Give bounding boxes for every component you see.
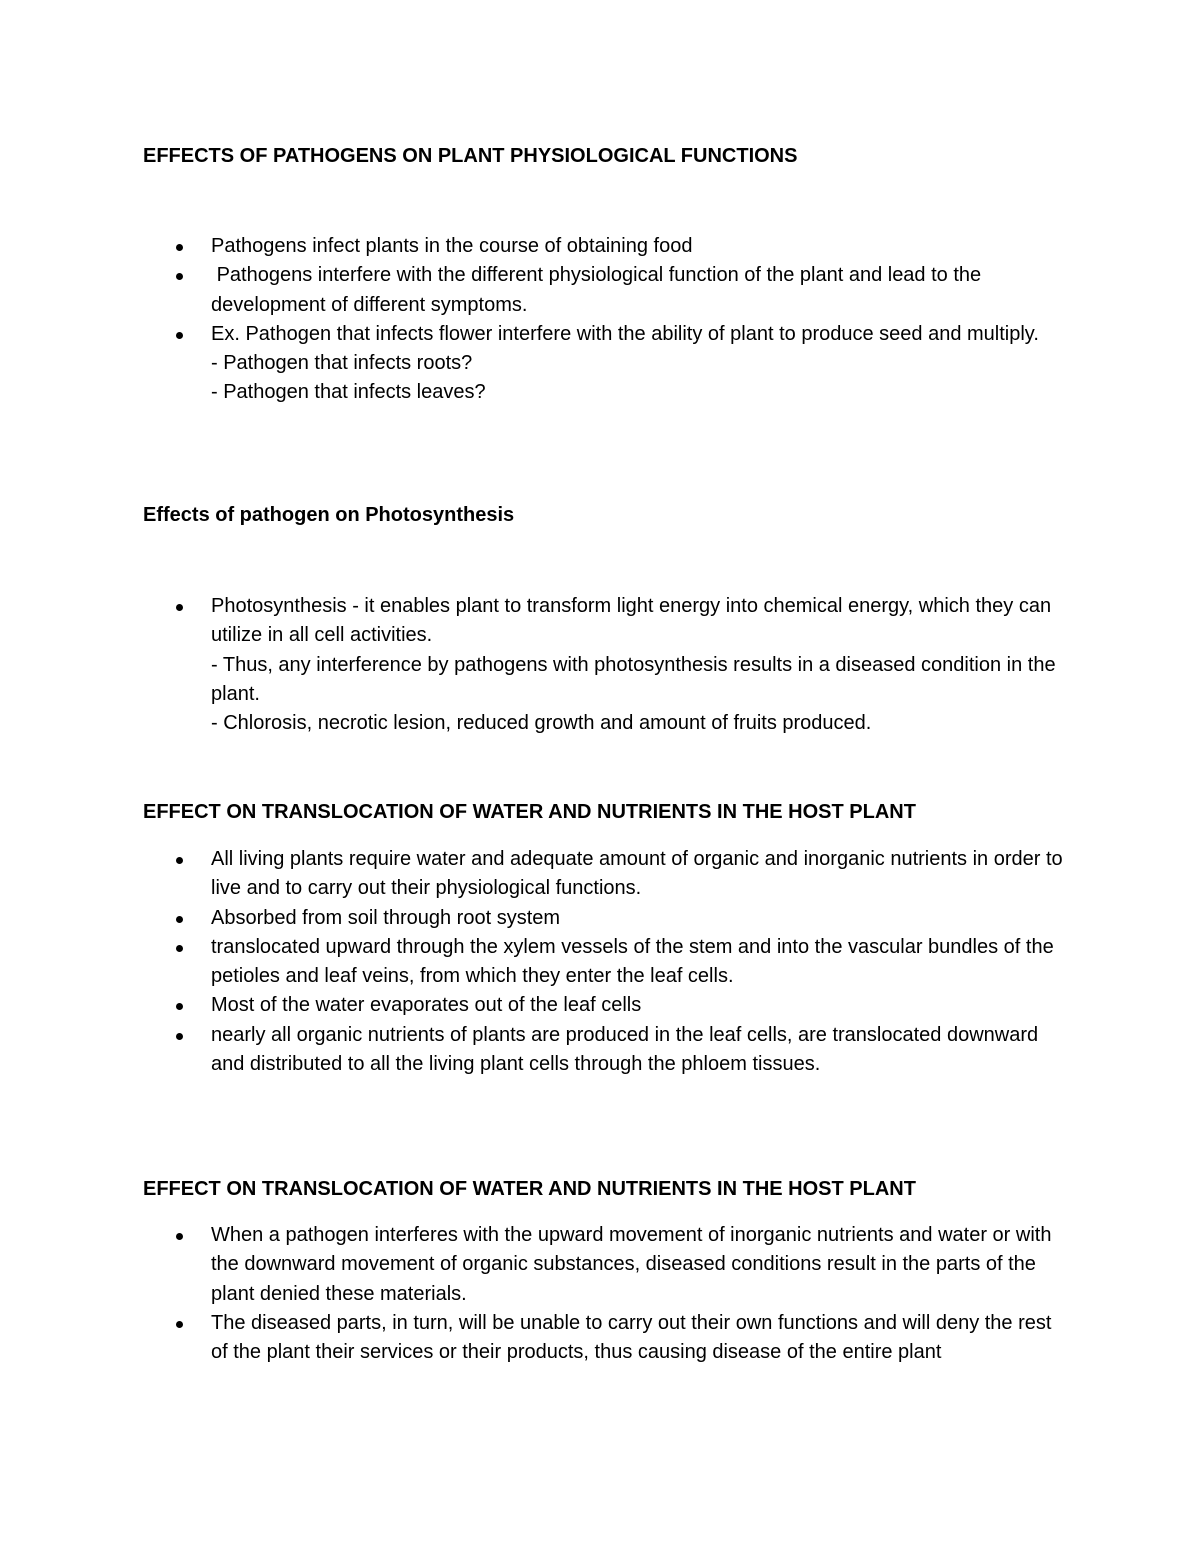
bullet-icon <box>176 1033 183 1040</box>
bullet-list-pathogen-effects <box>0 232 1071 408</box>
bullet-icon <box>176 945 183 952</box>
bullet-icon <box>176 244 183 251</box>
bullet-icon <box>176 857 183 864</box>
list-item-text: When a pathogen interferes with the upward movement of inorganic nutrients and water or with the downward movement of organic substances, diseased conditions result in the parts of the plant denied these materials. <box>211 1224 1052 1305</box>
bullet-icon <box>176 604 183 611</box>
bullet-icon <box>176 916 183 923</box>
list-item <box>0 904 1071 933</box>
section-heading-translocation: EFFECT ON TRANSLOCATION OF WATER AND NUTRIENTS IN THE HOST PLANT <box>143 801 916 823</box>
bullet-list-translocation-disease <box>0 1221 1071 1367</box>
list-item <box>0 991 1071 1020</box>
bullet-icon <box>176 332 183 339</box>
section-heading-pathogen-effects: EFFECTS OF PATHOGENS ON PLANT PHYSIOLOGICAL FUNCTIONS <box>143 145 798 167</box>
list-item-text: Pathogens interfere with the different physiological function of the plant and lead to the development of different symptoms. <box>211 264 987 316</box>
list-item <box>0 261 1071 320</box>
list-item-text: Pathogens infect plants in the course of obtaining food <box>211 235 693 257</box>
bullet-icon <box>176 1003 183 1010</box>
section-heading-photosynthesis: Effects of pathogen on Photosynthesis <box>143 504 515 526</box>
list-item-text: Absorbed from soil through root system <box>211 906 561 929</box>
list-item <box>0 1021 1071 1080</box>
list-item-text: The diseased parts, in turn, will be unable to carry out their own functions and will deny the rest of the plant their services or their products, thus causing disease of the entire plant <box>211 1311 1052 1364</box>
list-item-text: Photosynthesis - it enables plant to transform light energy into chemical energy, which they can utilize in all cell activities. <box>211 595 1052 647</box>
list-subitem-text: - Thus, any interference by pathogens with photosynthesis results in a diseased condition in the plant. <box>211 653 1056 705</box>
list-subitem-text: - Pathogen that infects roots? <box>211 352 473 375</box>
list-item <box>0 232 1071 261</box>
list-item <box>0 1221 1071 1309</box>
list-item <box>0 845 1071 904</box>
list-item-text: Ex. Pathogen that infects flower interfere with the ability of plant to produce seed and multiply. <box>211 322 1039 345</box>
bullet-icon <box>176 1233 183 1240</box>
list-item <box>0 592 1071 738</box>
list-item-text: translocated upward through the xylem vessels of the stem and into the vascular bundles of the petioles and leaf veins, from which they enter the leaf cells. <box>211 935 1054 988</box>
list-item-text: All living plants require water and adequate amount of organic and inorganic nutrients in order to live and to carry out their physiological functions. <box>211 848 1063 900</box>
section-heading-translocation-disease: EFFECT ON TRANSLOCATION OF WATER AND NUTRIENTS IN THE HOST PLANT <box>143 1178 916 1200</box>
bullet-list-translocation <box>0 845 1071 1079</box>
list-item-text: Most of the water evaporates out of the leaf cells <box>211 994 642 1017</box>
list-item <box>0 1309 1071 1368</box>
bullet-icon <box>176 1321 183 1328</box>
list-item <box>0 933 1071 992</box>
list-subitem-text: - Chlorosis, necrotic lesion, reduced growth and amount of fruits produced. <box>211 712 872 735</box>
list-item-text: nearly all organic nutrients of plants are produced in the leaf cells, are translocated downward and distributed to all the living plant cells through the phloem tissues. <box>211 1023 1039 1076</box>
list-subitem-text: - Pathogen that infects leaves? <box>211 381 486 404</box>
list-item <box>0 320 1071 408</box>
bullet-list-photosynthesis <box>0 592 1071 738</box>
bullet-icon <box>176 273 183 280</box>
